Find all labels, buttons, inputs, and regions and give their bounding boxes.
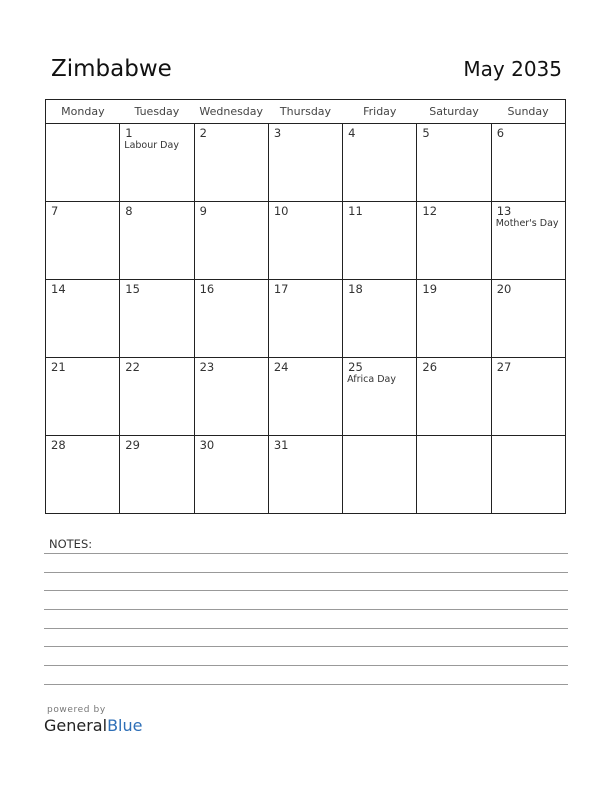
- day-number: 21: [51, 360, 66, 374]
- calendar-day-cell: [417, 124, 491, 202]
- calendar-day-cell: [491, 436, 565, 514]
- note-line: [44, 572, 568, 573]
- calendar-day-cell: [120, 124, 194, 202]
- day-number: 6: [496, 126, 505, 140]
- calendar-day-cell: [343, 202, 417, 280]
- calendar-day-cell: [194, 124, 268, 202]
- weekday-header: Friday: [343, 100, 417, 124]
- day-number: 19: [422, 282, 438, 296]
- calendar-day-cell: [46, 280, 120, 358]
- calendar-week-row: [46, 280, 566, 358]
- day-number: 27: [496, 360, 512, 374]
- calendar-day-cell: [46, 436, 120, 514]
- calendar-day-cell: [120, 358, 194, 436]
- calendar-day-cell: [46, 358, 120, 436]
- country-title: Zimbabwe: [51, 56, 172, 82]
- calendar-day-cell: [268, 202, 342, 280]
- calendar-day-cell: [46, 124, 120, 202]
- day-number: 5: [422, 126, 430, 140]
- weekday-header-row: [46, 100, 566, 124]
- note-line: [44, 628, 568, 629]
- day-number: 26: [422, 360, 438, 374]
- calendar-day-cell: [491, 202, 565, 280]
- calendar-day-cell: [194, 202, 268, 280]
- note-line: [44, 665, 568, 666]
- calendar-day-cell: [268, 124, 342, 202]
- note-line: [44, 684, 568, 685]
- calendar-day-cell: [417, 280, 491, 358]
- day-number: 15: [125, 282, 140, 296]
- holiday-label: Mother's Day: [495, 218, 559, 229]
- note-line: [44, 590, 568, 591]
- calendar-day-cell: [120, 436, 194, 514]
- calendar-day-cell: [268, 280, 342, 358]
- logo-general-text: General: [44, 716, 108, 735]
- day-number: 10: [273, 204, 289, 218]
- calendar-day-cell: [268, 358, 342, 436]
- generalblue-logo: [44, 716, 142, 735]
- calendar-day-cell: [343, 124, 417, 202]
- calendar-week-row: [46, 124, 566, 202]
- day-number: 28: [51, 438, 66, 452]
- day-number: 18: [348, 282, 363, 296]
- powered-by-text: powered by: [47, 705, 106, 715]
- calendar-day-cell: [194, 280, 268, 358]
- weekday-header: Wednesday: [194, 100, 268, 124]
- month-year-title: May 2035: [463, 57, 562, 81]
- calendar-day-cell: [343, 358, 417, 436]
- notes-label: NOTES:: [49, 537, 93, 551]
- day-number: 8: [125, 204, 133, 218]
- logo-blue-text: Blue: [107, 716, 143, 735]
- calendar-day-cell: [343, 436, 417, 514]
- weekday-header: Sunday: [491, 100, 565, 124]
- calendar-day-cell: [268, 436, 342, 514]
- calendar-week-row: [46, 358, 566, 436]
- calendar-grid: [45, 99, 566, 514]
- day-number: 24: [273, 360, 289, 374]
- calendar-day-cell: [194, 436, 268, 514]
- weekday-header: Saturday: [417, 100, 491, 124]
- weekday-header: Thursday: [268, 100, 342, 124]
- day-number: 12: [422, 204, 438, 218]
- calendar-day-cell: [417, 436, 491, 514]
- day-number: 9: [199, 204, 207, 218]
- day-number: 4: [348, 126, 356, 140]
- weekday-header: Monday: [46, 100, 120, 124]
- holiday-label: Africa Day: [347, 374, 396, 385]
- calendar-day-cell: [120, 280, 194, 358]
- calendar-day-cell: [120, 202, 194, 280]
- calendar-day-cell: [46, 202, 120, 280]
- day-number: 16: [199, 282, 215, 296]
- calendar-week-row: [46, 202, 566, 280]
- day-number: 22: [125, 360, 140, 374]
- calendar-day-cell: [417, 358, 491, 436]
- day-number: 30: [199, 438, 215, 452]
- calendar-day-cell: [417, 202, 491, 280]
- day-number: 25: [348, 360, 363, 374]
- day-number: 29: [125, 438, 140, 452]
- day-number: 2: [199, 126, 207, 140]
- day-number: 1: [125, 126, 133, 140]
- calendar-day-cell: [343, 280, 417, 358]
- note-line: [44, 646, 568, 647]
- note-line: [44, 609, 568, 610]
- day-number: 13: [496, 204, 512, 218]
- day-number: 11: [348, 204, 363, 218]
- day-number: 14: [51, 282, 66, 296]
- day-number: 20: [496, 282, 512, 296]
- day-number: 17: [273, 282, 289, 296]
- day-number: 3: [273, 126, 282, 140]
- day-number: 23: [199, 360, 215, 374]
- weekday-header: Tuesday: [120, 100, 194, 124]
- calendar-day-cell: [491, 358, 565, 436]
- calendar-week-row: [46, 436, 566, 514]
- calendar-day-cell: [491, 124, 565, 202]
- calendar-day-cell: [491, 280, 565, 358]
- calendar-day-cell: [194, 358, 268, 436]
- day-number: 31: [273, 438, 289, 452]
- day-number: 7: [51, 204, 59, 218]
- note-line: [44, 553, 568, 554]
- holiday-label: Labour Day: [124, 140, 179, 151]
